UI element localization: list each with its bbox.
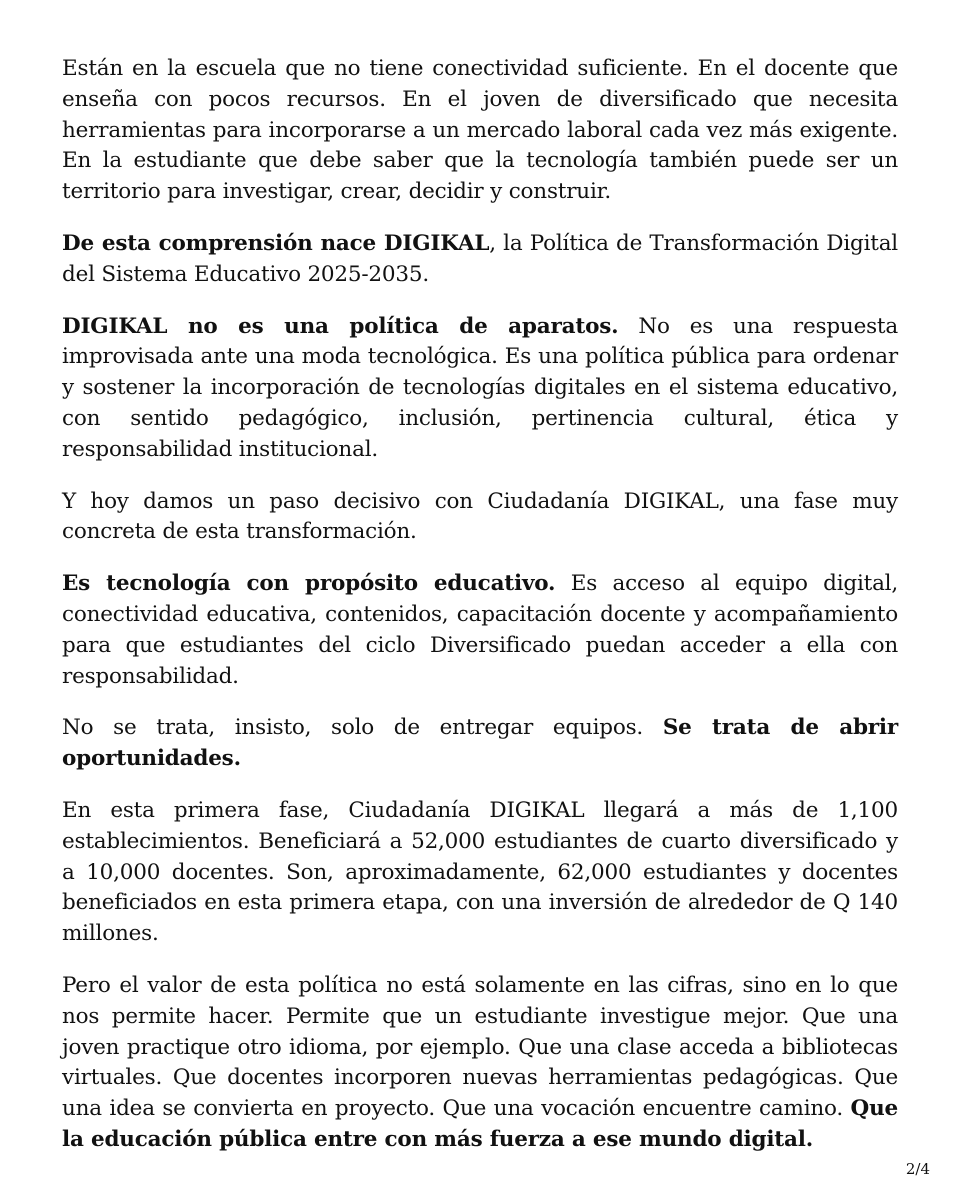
paragraph-5 (62, 569, 898, 692)
paragraph-text: Están en la escuela que no tiene conectividad suficiente. En el docente que enseña con pocos recursos. En el joven de diversificado que necesita herramientas para incorporarse a un mercado laboral cada vez más exigente. En la estudiante que debe saber que la tecnología también puede ser un territorio para investigar, crear, decidir y construir. (62, 56, 898, 205)
paragraph-6 (62, 713, 898, 775)
paragraph-4 (62, 487, 898, 549)
paragraph-bold-text: De esta comprensión nace DIGIKAL (62, 230, 490, 256)
paragraph-7 (62, 796, 898, 950)
paragraph-text: No se trata, insisto, solo de entregar equipos. (62, 715, 663, 741)
paragraph-1 (62, 54, 898, 208)
paragraph-bold-text: DIGIKAL no es una política de aparatos. (62, 313, 619, 339)
page-number: 2/4 (905, 1160, 930, 1178)
paragraph-3 (62, 312, 898, 466)
paragraph-bold-text: Es tecnología con propósito educativo. (62, 571, 556, 597)
paragraph-bold-text: Que la educación pública entre con más fuerza a ese mundo digital. (62, 1096, 898, 1152)
paragraph-2 (62, 229, 898, 291)
paragraph-text: En esta primera fase, Ciudadanía DIGIKAL llegará a más de 1,100 establecimientos. Beneficiará a 52,000 estudiantes de cuarto diversificado y a 10,000 docentes. Son, aproximadamente, 62,000 estudiantes y docentes beneficiados en esta primera etapa, con una inversión de alrededor de Q 140 millones. (62, 797, 898, 947)
paragraph-8 (62, 971, 898, 1156)
paragraph-text: Es acceso al equipo digital, conectividad educativa, contenidos, capacitación docente y acompañamiento para que estudiantes del ciclo Diversificado puedan acceder a ella con responsabilidad. (62, 571, 898, 689)
paragraph-text: No es una respuesta improvisada ante una moda tecnológica. Es una política pública para ordenar y sostener la incorporación de tecnologías digitales en el sistema educativo, con sentido pedagógico, inclusión, pertinencia cultural, ética y responsabilidad institucional. (62, 313, 898, 462)
paragraph-bold-text: Se trata de abrir oportunidades. (62, 715, 899, 772)
document-body (62, 54, 898, 1177)
paragraph-text: , la Política de Transformación Digital del Sistema Educativo 2025-2035. (62, 230, 898, 287)
paragraph-text: Pero el valor de esta política no está solamente en las cifras, sino en lo que nos permite hacer. Permite que un estudiante investigue mejor. Que una joven practique otro idioma, por ejemplo. Que una clase acceda a bibliotecas virtuales. Que docentes incorporen nuevas herramientas pedagógicas. Que una idea se convierta en proyecto. Que una vocación encuentre camino. (62, 972, 898, 1122)
paragraph-text: Y hoy damos un paso decisivo con Ciudadanía DIGIKAL, una fase muy concreta de esta transformación. (62, 488, 898, 545)
